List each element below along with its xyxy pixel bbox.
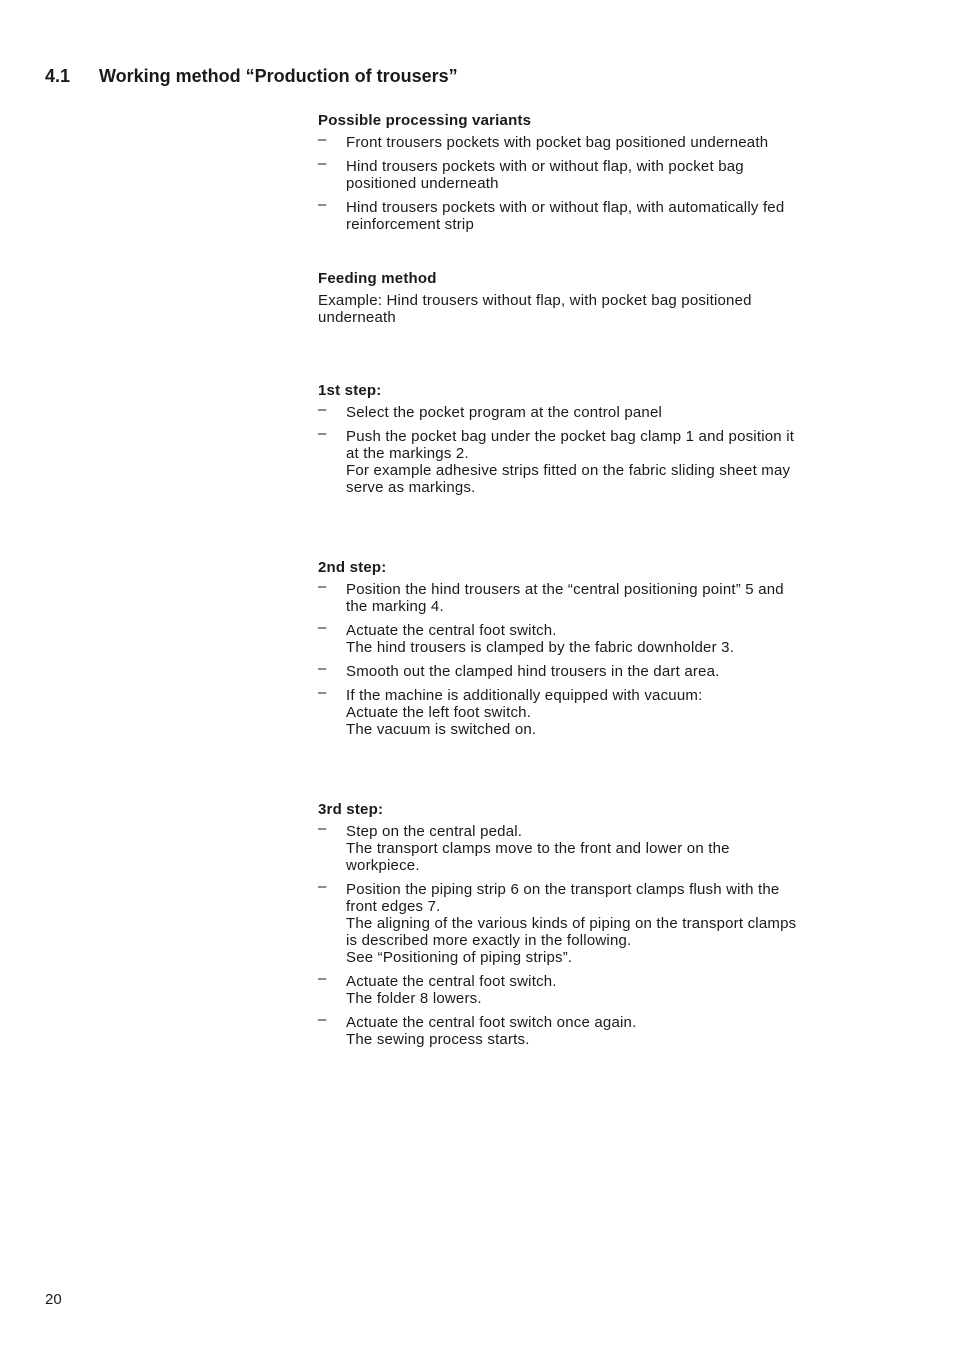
content-column bbox=[318, 112, 858, 1055]
list-item bbox=[318, 878, 858, 966]
section-heading bbox=[45, 66, 458, 87]
variants-title: Possible processing variants bbox=[318, 112, 532, 129]
dash-bullet: – bbox=[318, 131, 327, 148]
list-item-line: The vacuum is switched on. bbox=[346, 721, 537, 738]
step3-title: 3rd step: bbox=[318, 801, 384, 818]
section-title: Working method “Production of trousers” bbox=[99, 66, 458, 86]
list-item-line: the marking 4. bbox=[346, 598, 444, 615]
list-item-line: Hind trousers pockets with or without flap, with pocket bag bbox=[346, 158, 744, 175]
list-item-line: positioned underneath bbox=[346, 175, 499, 192]
list-item-line: Actuate the central foot switch once again. bbox=[346, 1014, 637, 1031]
list-item-line: workpiece. bbox=[346, 857, 420, 874]
dash-bullet: – bbox=[318, 196, 327, 213]
list-item bbox=[318, 425, 858, 496]
feeding-text bbox=[318, 292, 858, 326]
list-item-line: Step on the central pedal. bbox=[346, 823, 523, 840]
step3-list bbox=[318, 820, 858, 1048]
list-item bbox=[318, 196, 858, 233]
list-item bbox=[318, 970, 858, 1007]
dash-bullet: – bbox=[318, 578, 327, 595]
list-item-line: at the markings 2. bbox=[346, 445, 469, 462]
list-item bbox=[318, 578, 858, 615]
list-item-line: serve as markings. bbox=[346, 479, 476, 496]
list-item-line: See “Positioning of piping strips”. bbox=[346, 949, 573, 966]
list-item-line: Front trousers pockets with pocket bag positioned underneath bbox=[346, 134, 769, 151]
feeding-title: Feeding method bbox=[318, 270, 437, 287]
dash-bullet: – bbox=[318, 619, 327, 636]
list-item-line: Actuate the left foot switch. bbox=[346, 704, 532, 721]
list-item bbox=[318, 131, 858, 151]
list-item-line: Position the hind trousers at the “central positioning point” 5 and bbox=[346, 581, 784, 598]
dash-bullet: – bbox=[318, 660, 327, 677]
list-item-line: The sewing process starts. bbox=[346, 1031, 530, 1048]
list-item-line: Select the pocket program at the control panel bbox=[346, 404, 663, 421]
list-item-line: Hind trousers pockets with or without flap, with automatically fed bbox=[346, 199, 785, 216]
step1-list bbox=[318, 401, 858, 496]
list-item-line: Actuate the central foot switch. bbox=[346, 622, 557, 639]
list-item bbox=[318, 619, 858, 656]
dash-bullet: – bbox=[318, 1011, 327, 1028]
dash-bullet: – bbox=[318, 401, 327, 418]
feeding-text-line: underneath bbox=[318, 309, 396, 326]
list-item-line: If the machine is additionally equipped with vacuum: bbox=[346, 687, 703, 704]
list-item-line: The transport clamps move to the front and lower on the bbox=[346, 840, 730, 857]
list-item-line: The folder 8 lowers. bbox=[346, 990, 482, 1007]
list-item-line: Actuate the central foot switch. bbox=[346, 973, 557, 990]
page-number: 20 bbox=[45, 1291, 62, 1308]
variants-list bbox=[318, 131, 858, 233]
list-item bbox=[318, 155, 858, 192]
step1-title: 1st step: bbox=[318, 382, 382, 399]
dash-bullet: – bbox=[318, 425, 327, 442]
list-item-line: The hind trousers is clamped by the fabric downholder 3. bbox=[346, 639, 735, 656]
list-item-line: For example adhesive strips fitted on the fabric sliding sheet may bbox=[346, 462, 791, 479]
list-item bbox=[318, 684, 858, 738]
list-item-line: front edges 7. bbox=[346, 898, 441, 915]
step2-title: 2nd step: bbox=[318, 559, 387, 576]
step2-list bbox=[318, 578, 858, 738]
dash-bullet: – bbox=[318, 684, 327, 701]
list-item bbox=[318, 660, 858, 680]
list-item-line: Smooth out the clamped hind trousers in the dart area. bbox=[346, 663, 720, 680]
list-item-line: reinforcement strip bbox=[346, 216, 475, 233]
list-item-line: Push the pocket bag under the pocket bag clamp 1 and position it bbox=[346, 428, 795, 445]
feeding-text-line: Example: Hind trousers without flap, with pocket bag positioned bbox=[318, 292, 752, 309]
list-item-line: is described more exactly in the following. bbox=[346, 932, 632, 949]
list-item-line: The aligning of the various kinds of piping on the transport clamps bbox=[346, 915, 797, 932]
dash-bullet: – bbox=[318, 155, 327, 172]
list-item bbox=[318, 1011, 858, 1048]
list-item-line: Position the piping strip 6 on the transport clamps flush with the bbox=[346, 881, 780, 898]
dash-bullet: – bbox=[318, 820, 327, 837]
dash-bullet: – bbox=[318, 878, 327, 895]
section-number: 4.1 bbox=[45, 66, 71, 86]
list-item bbox=[318, 820, 858, 874]
dash-bullet: – bbox=[318, 970, 327, 987]
list-item bbox=[318, 401, 858, 421]
